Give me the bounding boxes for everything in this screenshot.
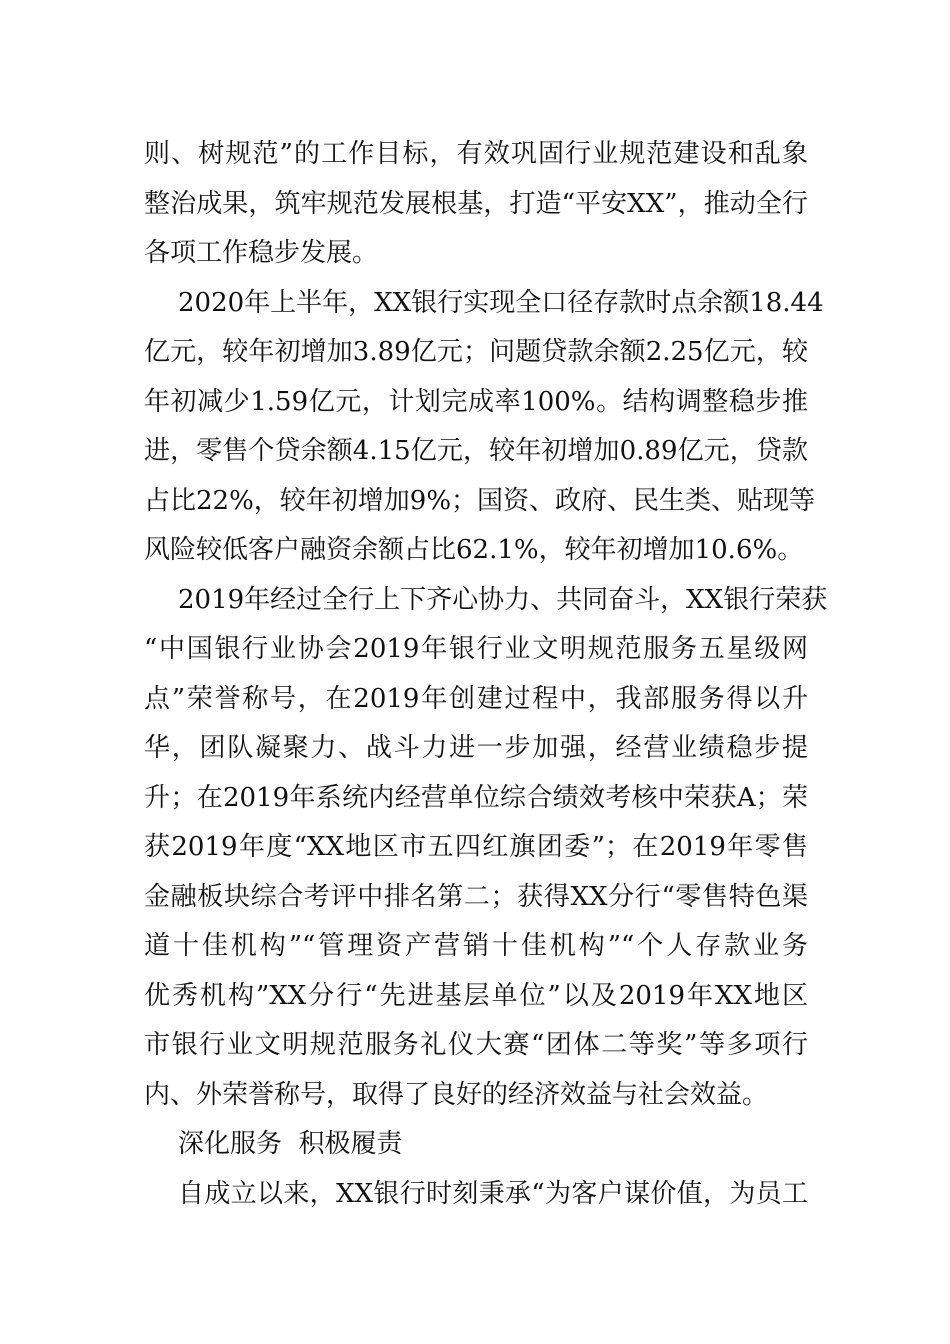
text-line: 获2019年度“XX地区市五四红旗团委”；在2019年零售 — [144, 832, 808, 862]
text-line: 2020年上半年，XX银行实现全口径存款时点余额18.44 — [178, 287, 824, 318]
text-line: 各项工作稳步发展。 — [144, 238, 379, 268]
text-line: 金融板块综合考评中排名第二；获得XX分行“零售特色渠 — [144, 881, 808, 912]
text-line: 2019年经过全行上下齐心协力、共同奋斗，XX银行荣获 — [178, 584, 828, 615]
text-line: 市银行业文明规范服务礼仪大赛“团体二等奖”等多项行 — [144, 1030, 808, 1060]
text-line: 点”荣誉称号，在2019年创建过程中，我部服务得以升 — [144, 683, 808, 714]
text-line: 占比22%，较年初增加9%；国资、政府、民生类、贴现等 — [144, 485, 816, 516]
text-line: 亿元，较年初增加3.89亿元；问题贷款余额2.25亿元，较 — [144, 337, 808, 367]
paragraph — [144, 130, 808, 279]
text-line: 优秀机构”XX分行“先进基层单位”以及2019年XX地区 — [144, 980, 808, 1011]
text-line: 风险较低客户融资余额占比62.1%，较年初增加10.6%。 — [144, 535, 804, 565]
paragraph — [144, 1170, 808, 1220]
text-line: 升；在2019年系统内经营单位综合绩效考核中荣获A；荣 — [144, 782, 808, 813]
paragraph — [144, 576, 828, 1121]
text-line: 进，零售个贷余额4.15亿元，较年初增加0.89亿元，贷款 — [144, 436, 808, 466]
text-line: 道十佳机构”“管理资产营销十佳机构”“个人存款业务 — [144, 931, 808, 961]
paragraph — [144, 279, 824, 576]
text-line: 则、树规范”的工作目标，有效巩固行业规范建设和乱象 — [144, 139, 808, 169]
text-line: 整治成果，筑牢规范发展根基，打造“平安XX”，推动全行 — [144, 188, 808, 219]
text-line: “中国银行业协会2019年银行业文明规范服务五星级网 — [144, 634, 808, 664]
text-line: 自成立以来，XX银行时刻秉承“为客户谋价值，为员工 — [178, 1178, 808, 1209]
document-body — [144, 130, 828, 1219]
text-line: 年初减少1.59亿元，计划完成率100%。结构调整稳步推 — [144, 386, 808, 417]
text-line: 内、外荣誉称号，取得了良好的经济效益与社会效益。 — [144, 1079, 769, 1110]
text-line: 华，团队凝聚力、战斗力进一步加强，经营业绩稳步提 — [144, 733, 808, 763]
section-heading: 深化服务 积极履责 — [178, 1129, 403, 1159]
